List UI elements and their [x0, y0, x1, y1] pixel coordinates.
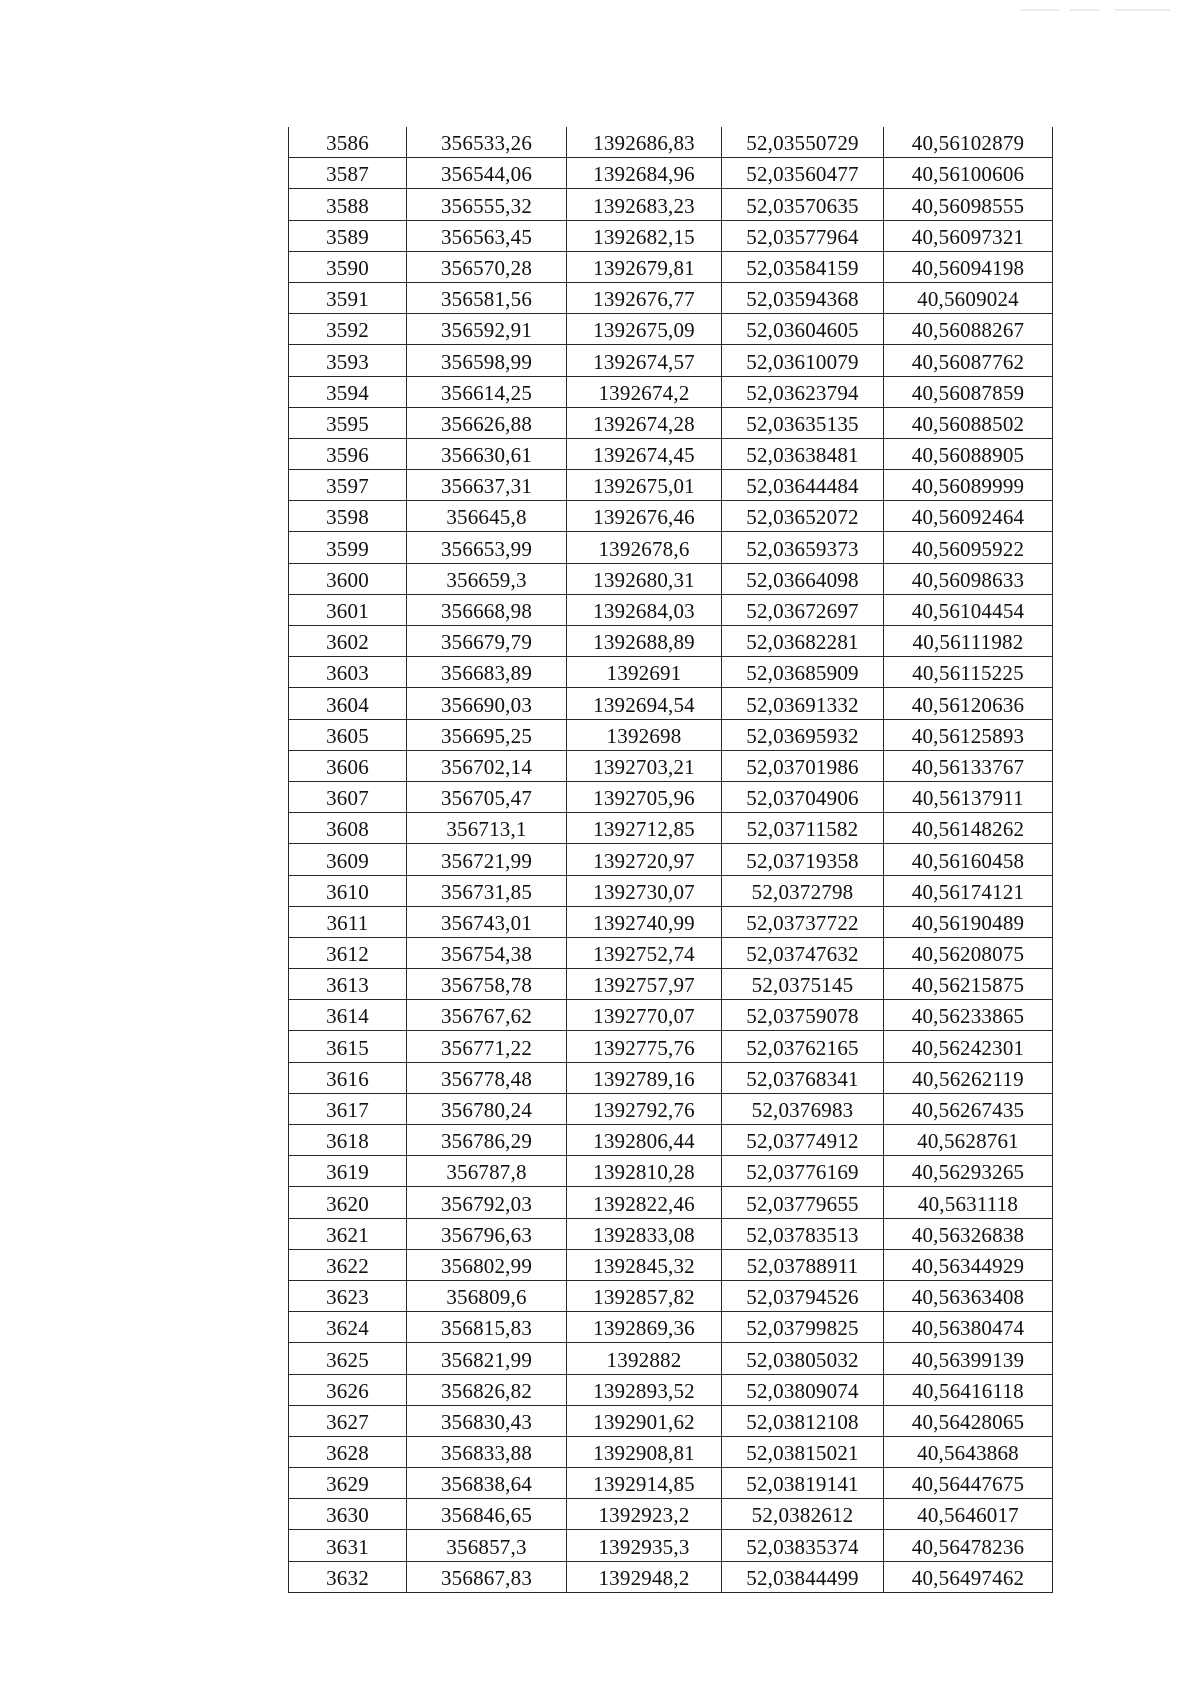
latitude-cell: 52,03805032	[722, 1343, 884, 1374]
longitude-cell: 40,56133767	[884, 750, 1053, 781]
longitude-cell: 40,56380474	[884, 1312, 1053, 1343]
longitude-cell: 40,56190489	[884, 906, 1053, 937]
y-coordinate-cell: 1392935,3	[567, 1530, 722, 1561]
point-number-cell: 3631	[289, 1530, 407, 1561]
x-coordinate-cell: 356826,82	[407, 1374, 567, 1405]
latitude-cell: 52,03799825	[722, 1312, 884, 1343]
y-coordinate-cell: 1392882	[567, 1343, 722, 1374]
coordinates-table	[288, 127, 1053, 1593]
point-number-cell: 3630	[289, 1499, 407, 1530]
longitude-cell: 40,5609024	[884, 282, 1053, 313]
latitude-cell: 52,03685909	[722, 657, 884, 688]
longitude-cell: 40,56447675	[884, 1468, 1053, 1499]
longitude-cell: 40,56497462	[884, 1561, 1053, 1592]
latitude-cell: 52,03768341	[722, 1062, 884, 1093]
point-number-cell: 3619	[289, 1156, 407, 1187]
point-number-cell: 3604	[289, 688, 407, 719]
table-row	[289, 438, 1053, 469]
x-coordinate-cell: 356743,01	[407, 906, 567, 937]
table-row	[289, 1280, 1053, 1311]
latitude-cell: 52,03747632	[722, 937, 884, 968]
table-row	[289, 626, 1053, 657]
table-row	[289, 594, 1053, 625]
latitude-cell: 52,03682281	[722, 626, 884, 657]
y-coordinate-cell: 1392893,52	[567, 1374, 722, 1405]
table-row	[289, 781, 1053, 812]
x-coordinate-cell: 356679,79	[407, 626, 567, 657]
x-coordinate-cell: 356702,14	[407, 750, 567, 781]
x-coordinate-cell: 356830,43	[407, 1405, 567, 1436]
y-coordinate-cell: 1392674,28	[567, 407, 722, 438]
point-number-cell: 3591	[289, 282, 407, 313]
point-number-cell: 3589	[289, 220, 407, 251]
y-coordinate-cell: 1392712,85	[567, 813, 722, 844]
latitude-cell: 52,0376983	[722, 1093, 884, 1124]
longitude-cell: 40,56098555	[884, 189, 1053, 220]
table-row	[289, 1561, 1053, 1592]
point-number-cell: 3614	[289, 1000, 407, 1031]
x-coordinate-cell: 356659,3	[407, 563, 567, 594]
table-row	[289, 969, 1053, 1000]
point-number-cell: 3610	[289, 875, 407, 906]
x-coordinate-cell: 356645,8	[407, 501, 567, 532]
latitude-cell: 52,03570635	[722, 189, 884, 220]
y-coordinate-cell: 1392705,96	[567, 781, 722, 812]
y-coordinate-cell: 1392703,21	[567, 750, 722, 781]
longitude-cell: 40,56478236	[884, 1530, 1053, 1561]
x-coordinate-cell: 356705,47	[407, 781, 567, 812]
longitude-cell: 40,5628761	[884, 1125, 1053, 1156]
table-row	[289, 875, 1053, 906]
x-coordinate-cell: 356778,48	[407, 1062, 567, 1093]
latitude-cell: 52,03776169	[722, 1156, 884, 1187]
point-number-cell: 3600	[289, 563, 407, 594]
longitude-cell: 40,56111982	[884, 626, 1053, 657]
longitude-cell: 40,56094198	[884, 251, 1053, 282]
x-coordinate-cell: 356815,83	[407, 1312, 567, 1343]
longitude-cell: 40,56293265	[884, 1156, 1053, 1187]
table-row	[289, 501, 1053, 532]
coordinates-table-body	[289, 127, 1053, 1592]
y-coordinate-cell: 1392901,62	[567, 1405, 722, 1436]
point-number-cell: 3620	[289, 1187, 407, 1218]
latitude-cell: 52,03779655	[722, 1187, 884, 1218]
table-row	[289, 127, 1053, 158]
latitude-cell: 52,03664098	[722, 563, 884, 594]
x-coordinate-cell: 356653,99	[407, 532, 567, 563]
table-row	[289, 937, 1053, 968]
y-coordinate-cell: 1392676,46	[567, 501, 722, 532]
longitude-cell: 40,56416118	[884, 1374, 1053, 1405]
latitude-cell: 52,03794526	[722, 1280, 884, 1311]
table-row	[289, 1343, 1053, 1374]
latitude-cell: 52,03783513	[722, 1218, 884, 1249]
point-number-cell: 3601	[289, 594, 407, 625]
x-coordinate-cell: 356771,22	[407, 1031, 567, 1062]
x-coordinate-cell: 356637,31	[407, 470, 567, 501]
x-coordinate-cell: 356695,25	[407, 719, 567, 750]
x-coordinate-cell: 356846,65	[407, 1499, 567, 1530]
table-row	[289, 1125, 1053, 1156]
table-row	[289, 1000, 1053, 1031]
latitude-cell: 52,03844499	[722, 1561, 884, 1592]
point-number-cell: 3616	[289, 1062, 407, 1093]
y-coordinate-cell: 1392806,44	[567, 1125, 722, 1156]
point-number-cell: 3618	[289, 1125, 407, 1156]
y-coordinate-cell: 1392770,07	[567, 1000, 722, 1031]
point-number-cell: 3612	[289, 937, 407, 968]
x-coordinate-cell: 356668,98	[407, 594, 567, 625]
x-coordinate-cell: 356555,32	[407, 189, 567, 220]
latitude-cell: 52,03774912	[722, 1125, 884, 1156]
latitude-cell: 52,0382612	[722, 1499, 884, 1530]
x-coordinate-cell: 356713,1	[407, 813, 567, 844]
longitude-cell: 40,56092464	[884, 501, 1053, 532]
x-coordinate-cell: 356731,85	[407, 875, 567, 906]
x-coordinate-cell: 356533,26	[407, 127, 567, 158]
x-coordinate-cell: 356581,56	[407, 282, 567, 313]
table-row	[289, 158, 1053, 189]
longitude-cell: 40,56089999	[884, 470, 1053, 501]
point-number-cell: 3602	[289, 626, 407, 657]
y-coordinate-cell: 1392679,81	[567, 251, 722, 282]
longitude-cell: 40,56148262	[884, 813, 1053, 844]
latitude-cell: 52,03550729	[722, 127, 884, 158]
table-row	[289, 345, 1053, 376]
latitude-cell: 52,0375145	[722, 969, 884, 1000]
point-number-cell: 3627	[289, 1405, 407, 1436]
table-row	[289, 1499, 1053, 1530]
table-row	[289, 282, 1053, 313]
point-number-cell: 3592	[289, 314, 407, 345]
point-number-cell: 3632	[289, 1561, 407, 1592]
latitude-cell: 52,03695932	[722, 719, 884, 750]
longitude-cell: 40,56174121	[884, 875, 1053, 906]
x-coordinate-cell: 356570,28	[407, 251, 567, 282]
longitude-cell: 40,5643868	[884, 1436, 1053, 1467]
latitude-cell: 52,03819141	[722, 1468, 884, 1499]
y-coordinate-cell: 1392810,28	[567, 1156, 722, 1187]
table-row	[289, 1093, 1053, 1124]
longitude-cell: 40,56208075	[884, 937, 1053, 968]
x-coordinate-cell: 356754,38	[407, 937, 567, 968]
scan-artifact-mark	[1020, 8, 1170, 12]
longitude-cell: 40,56326838	[884, 1218, 1053, 1249]
table-row	[289, 314, 1053, 345]
x-coordinate-cell: 356626,88	[407, 407, 567, 438]
longitude-cell: 40,56088905	[884, 438, 1053, 469]
latitude-cell: 52,03560477	[722, 158, 884, 189]
table-row	[289, 1156, 1053, 1187]
longitude-cell: 40,56100606	[884, 158, 1053, 189]
y-coordinate-cell: 1392686,83	[567, 127, 722, 158]
latitude-cell: 52,03701986	[722, 750, 884, 781]
y-coordinate-cell: 1392908,81	[567, 1436, 722, 1467]
point-number-cell: 3622	[289, 1249, 407, 1280]
point-number-cell: 3599	[289, 532, 407, 563]
longitude-cell: 40,56262119	[884, 1062, 1053, 1093]
table-row	[289, 844, 1053, 875]
longitude-cell: 40,56267435	[884, 1093, 1053, 1124]
point-number-cell: 3588	[289, 189, 407, 220]
x-coordinate-cell: 356544,06	[407, 158, 567, 189]
latitude-cell: 52,03809074	[722, 1374, 884, 1405]
y-coordinate-cell: 1392752,74	[567, 937, 722, 968]
y-coordinate-cell: 1392789,16	[567, 1062, 722, 1093]
y-coordinate-cell: 1392674,57	[567, 345, 722, 376]
x-coordinate-cell: 356630,61	[407, 438, 567, 469]
latitude-cell: 52,03704906	[722, 781, 884, 812]
table-row	[289, 1468, 1053, 1499]
x-coordinate-cell: 356792,03	[407, 1187, 567, 1218]
table-row	[289, 470, 1053, 501]
y-coordinate-cell: 1392682,15	[567, 220, 722, 251]
point-number-cell: 3624	[289, 1312, 407, 1343]
point-number-cell: 3615	[289, 1031, 407, 1062]
point-number-cell: 3603	[289, 657, 407, 688]
longitude-cell: 40,56104454	[884, 594, 1053, 625]
table-row	[289, 750, 1053, 781]
x-coordinate-cell: 356787,8	[407, 1156, 567, 1187]
point-number-cell: 3621	[289, 1218, 407, 1249]
longitude-cell: 40,56087859	[884, 376, 1053, 407]
latitude-cell: 52,03610079	[722, 345, 884, 376]
table-row	[289, 688, 1053, 719]
point-number-cell: 3629	[289, 1468, 407, 1499]
point-number-cell: 3605	[289, 719, 407, 750]
y-coordinate-cell: 1392698	[567, 719, 722, 750]
table-row	[289, 906, 1053, 937]
table-row	[289, 1249, 1053, 1280]
y-coordinate-cell: 1392674,45	[567, 438, 722, 469]
y-coordinate-cell: 1392845,32	[567, 1249, 722, 1280]
table-row	[289, 657, 1053, 688]
longitude-cell: 40,56115225	[884, 657, 1053, 688]
longitude-cell: 40,56233865	[884, 1000, 1053, 1031]
x-coordinate-cell: 356592,91	[407, 314, 567, 345]
latitude-cell: 52,03604605	[722, 314, 884, 345]
longitude-cell: 40,56102879	[884, 127, 1053, 158]
x-coordinate-cell: 356690,03	[407, 688, 567, 719]
point-number-cell: 3611	[289, 906, 407, 937]
latitude-cell: 52,03644484	[722, 470, 884, 501]
x-coordinate-cell: 356614,25	[407, 376, 567, 407]
latitude-cell: 52,03812108	[722, 1405, 884, 1436]
y-coordinate-cell: 1392730,07	[567, 875, 722, 906]
y-coordinate-cell: 1392857,82	[567, 1280, 722, 1311]
longitude-cell: 40,56242301	[884, 1031, 1053, 1062]
y-coordinate-cell: 1392675,09	[567, 314, 722, 345]
point-number-cell: 3587	[289, 158, 407, 189]
longitude-cell: 40,56088502	[884, 407, 1053, 438]
longitude-cell: 40,56095922	[884, 532, 1053, 563]
table-row	[289, 251, 1053, 282]
latitude-cell: 52,03577964	[722, 220, 884, 251]
table-row	[289, 1530, 1053, 1561]
x-coordinate-cell: 356683,89	[407, 657, 567, 688]
longitude-cell: 40,56087762	[884, 345, 1053, 376]
longitude-cell: 40,56120636	[884, 688, 1053, 719]
longitude-cell: 40,56137911	[884, 781, 1053, 812]
y-coordinate-cell: 1392792,76	[567, 1093, 722, 1124]
y-coordinate-cell: 1392684,96	[567, 158, 722, 189]
longitude-cell: 40,56399139	[884, 1343, 1053, 1374]
y-coordinate-cell: 1392869,36	[567, 1312, 722, 1343]
y-coordinate-cell: 1392683,23	[567, 189, 722, 220]
y-coordinate-cell: 1392833,08	[567, 1218, 722, 1249]
table-row	[289, 1436, 1053, 1467]
y-coordinate-cell: 1392675,01	[567, 470, 722, 501]
longitude-cell: 40,5631118	[884, 1187, 1053, 1218]
longitude-cell: 40,56125893	[884, 719, 1053, 750]
point-number-cell: 3628	[289, 1436, 407, 1467]
table-row	[289, 1374, 1053, 1405]
x-coordinate-cell: 356598,99	[407, 345, 567, 376]
point-number-cell: 3597	[289, 470, 407, 501]
point-number-cell: 3595	[289, 407, 407, 438]
y-coordinate-cell: 1392694,54	[567, 688, 722, 719]
y-coordinate-cell: 1392684,03	[567, 594, 722, 625]
latitude-cell: 52,0372798	[722, 875, 884, 906]
point-number-cell: 3606	[289, 750, 407, 781]
y-coordinate-cell: 1392740,99	[567, 906, 722, 937]
latitude-cell: 52,03759078	[722, 1000, 884, 1031]
y-coordinate-cell: 1392914,85	[567, 1468, 722, 1499]
y-coordinate-cell: 1392674,2	[567, 376, 722, 407]
latitude-cell: 52,03584159	[722, 251, 884, 282]
table-row	[289, 563, 1053, 594]
y-coordinate-cell: 1392678,6	[567, 532, 722, 563]
longitude-cell: 40,56097321	[884, 220, 1053, 251]
x-coordinate-cell: 356802,99	[407, 1249, 567, 1280]
point-number-cell: 3607	[289, 781, 407, 812]
latitude-cell: 52,03815021	[722, 1436, 884, 1467]
point-number-cell: 3617	[289, 1093, 407, 1124]
point-number-cell: 3623	[289, 1280, 407, 1311]
y-coordinate-cell: 1392691	[567, 657, 722, 688]
x-coordinate-cell: 356780,24	[407, 1093, 567, 1124]
y-coordinate-cell: 1392688,89	[567, 626, 722, 657]
table-row	[289, 1062, 1053, 1093]
point-number-cell: 3593	[289, 345, 407, 376]
y-coordinate-cell: 1392720,97	[567, 844, 722, 875]
table-row	[289, 813, 1053, 844]
latitude-cell: 52,03623794	[722, 376, 884, 407]
longitude-cell: 40,56098633	[884, 563, 1053, 594]
point-number-cell: 3598	[289, 501, 407, 532]
x-coordinate-cell: 356833,88	[407, 1436, 567, 1467]
longitude-cell: 40,56160458	[884, 844, 1053, 875]
table-row	[289, 532, 1053, 563]
y-coordinate-cell: 1392676,77	[567, 282, 722, 313]
x-coordinate-cell: 356758,78	[407, 969, 567, 1000]
table-row	[289, 1187, 1053, 1218]
table-row	[289, 1312, 1053, 1343]
table-row	[289, 376, 1053, 407]
table-row	[289, 1218, 1053, 1249]
x-coordinate-cell: 356767,62	[407, 1000, 567, 1031]
longitude-cell: 40,56428065	[884, 1405, 1053, 1436]
latitude-cell: 52,03737722	[722, 906, 884, 937]
longitude-cell: 40,56088267	[884, 314, 1053, 345]
latitude-cell: 52,03691332	[722, 688, 884, 719]
latitude-cell: 52,03652072	[722, 501, 884, 532]
latitude-cell: 52,03672697	[722, 594, 884, 625]
table-row	[289, 189, 1053, 220]
table-row	[289, 220, 1053, 251]
point-number-cell: 3609	[289, 844, 407, 875]
y-coordinate-cell: 1392680,31	[567, 563, 722, 594]
table-row	[289, 407, 1053, 438]
latitude-cell: 52,03638481	[722, 438, 884, 469]
y-coordinate-cell: 1392775,76	[567, 1031, 722, 1062]
x-coordinate-cell: 356857,3	[407, 1530, 567, 1561]
y-coordinate-cell: 1392757,97	[567, 969, 722, 1000]
point-number-cell: 3613	[289, 969, 407, 1000]
latitude-cell: 52,03788911	[722, 1249, 884, 1280]
longitude-cell: 40,56344929	[884, 1249, 1053, 1280]
y-coordinate-cell: 1392822,46	[567, 1187, 722, 1218]
latitude-cell: 52,03659373	[722, 532, 884, 563]
x-coordinate-cell: 356796,63	[407, 1218, 567, 1249]
latitude-cell: 52,03635135	[722, 407, 884, 438]
point-number-cell: 3590	[289, 251, 407, 282]
latitude-cell: 52,03711582	[722, 813, 884, 844]
latitude-cell: 52,03835374	[722, 1530, 884, 1561]
point-number-cell: 3594	[289, 376, 407, 407]
point-number-cell: 3608	[289, 813, 407, 844]
point-number-cell: 3625	[289, 1343, 407, 1374]
x-coordinate-cell: 356563,45	[407, 220, 567, 251]
latitude-cell: 52,03719358	[722, 844, 884, 875]
latitude-cell: 52,03762165	[722, 1031, 884, 1062]
y-coordinate-cell: 1392948,2	[567, 1561, 722, 1592]
table-row	[289, 719, 1053, 750]
point-number-cell: 3596	[289, 438, 407, 469]
table-row	[289, 1031, 1053, 1062]
longitude-cell: 40,56215875	[884, 969, 1053, 1000]
longitude-cell: 40,5646017	[884, 1499, 1053, 1530]
x-coordinate-cell: 356809,6	[407, 1280, 567, 1311]
y-coordinate-cell: 1392923,2	[567, 1499, 722, 1530]
x-coordinate-cell: 356867,83	[407, 1561, 567, 1592]
point-number-cell: 3626	[289, 1374, 407, 1405]
longitude-cell: 40,56363408	[884, 1280, 1053, 1311]
x-coordinate-cell: 356838,64	[407, 1468, 567, 1499]
table-row	[289, 1405, 1053, 1436]
latitude-cell: 52,03594368	[722, 282, 884, 313]
x-coordinate-cell: 356821,99	[407, 1343, 567, 1374]
point-number-cell: 3586	[289, 127, 407, 158]
x-coordinate-cell: 356786,29	[407, 1125, 567, 1156]
x-coordinate-cell: 356721,99	[407, 844, 567, 875]
